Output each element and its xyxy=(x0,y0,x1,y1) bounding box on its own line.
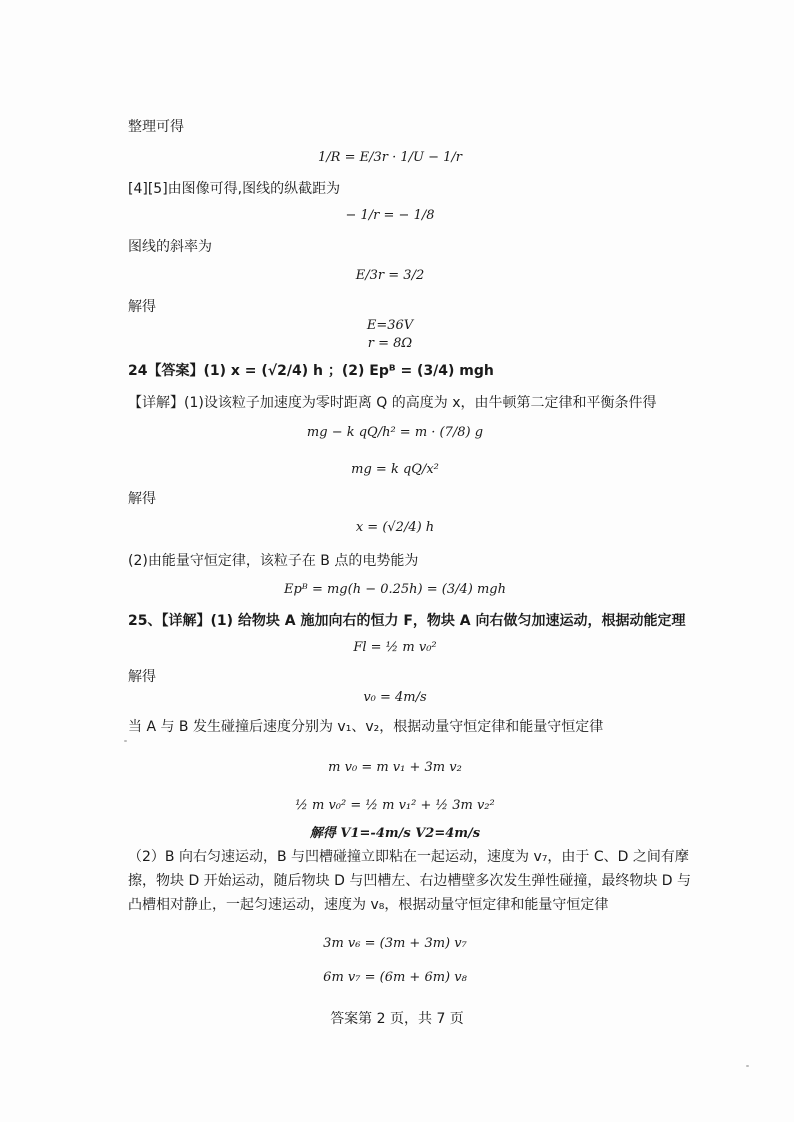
equation: E/3r = 3/2 xyxy=(355,268,425,283)
text-line: 整理可得 xyxy=(128,119,184,135)
equation: 解得 V1=-4m/s V2=4m/s xyxy=(309,826,481,841)
text-line: 当 A 与 B 发生碰撞后速度分别为 v₁、v₂，根据动量守恒定律和能量守恒定律 xyxy=(128,719,604,735)
answer-24: 24【答案】(1) x = (√2/4) h ；(2) Epᴮ = (3/4) mgh xyxy=(128,363,494,379)
equation: r = 8Ω xyxy=(367,336,413,351)
scan-speck xyxy=(746,1065,749,1067)
equation: 3m v₆ = (3m + 3m) v₇ xyxy=(323,936,467,951)
equation: Fl = ½ m v₀² xyxy=(353,640,437,655)
text-line: [4][5]由图像可得,图线的纵截距为 xyxy=(128,181,341,197)
detail-25: 25、【详解】(1) 给物块 A 施加向右的恒力 F，物块 A 向右做匀加速运动，根据动能定理 xyxy=(128,613,686,629)
text-line: 解得 xyxy=(128,669,156,685)
text-line: 解得 xyxy=(128,491,156,507)
equation: ½ m v₀² = ½ m v₁² + ½ 3m v₂² xyxy=(295,798,495,813)
equation: Epᴮ = mg(h − 0.25h) = (3/4) mgh xyxy=(283,582,507,597)
equation: 6m v₇ = (6m + 6m) v₈ xyxy=(323,970,467,985)
page-footer: 答案第 2 页，共 7 页 xyxy=(330,1011,464,1027)
detail-24: 【详解】(1)设该粒子加速度为零时距离 Q 的高度为 x，由牛顿第二定律和平衡条件得 xyxy=(128,395,657,411)
text-line: 解得 xyxy=(128,299,156,315)
equation: x = (√2/4) h xyxy=(355,520,435,535)
equation: mg = k qQ/x² xyxy=(351,462,439,477)
equation: E=36V xyxy=(366,318,414,333)
text-line: 图线的斜率为 xyxy=(128,239,212,255)
text-line: 擦，物块 D 开始运动，随后物块 D 与凹槽左、右边槽壁多次发生弹性碰撞，最终物块 D 与 xyxy=(128,873,692,889)
equation: mg − k qQ/h² = m · (7/8) g xyxy=(306,425,484,440)
equation: m v₀ = m v₁ + 3m v₂ xyxy=(328,760,462,775)
equation: − 1/r = − 1/8 xyxy=(345,208,435,223)
text-line: （2）B 向右匀速运动，B 与凹槽碰撞立即粘在一起运动，速度为 v₇，由于 C、D 之间有摩 xyxy=(128,849,689,865)
equation: v₀ = 4m/s xyxy=(363,690,427,705)
text-line: 凸槽相对静止，一起匀速运动，速度为 v₈，根据动量守恒定律和能量守恒定律 xyxy=(128,897,609,913)
equation: 1/R = E/3r · 1/U − 1/r xyxy=(318,150,462,165)
scan-speck xyxy=(124,740,127,742)
text-line: (2)由能量守恒定律，该粒子在 B 点的电势能为 xyxy=(128,553,419,569)
